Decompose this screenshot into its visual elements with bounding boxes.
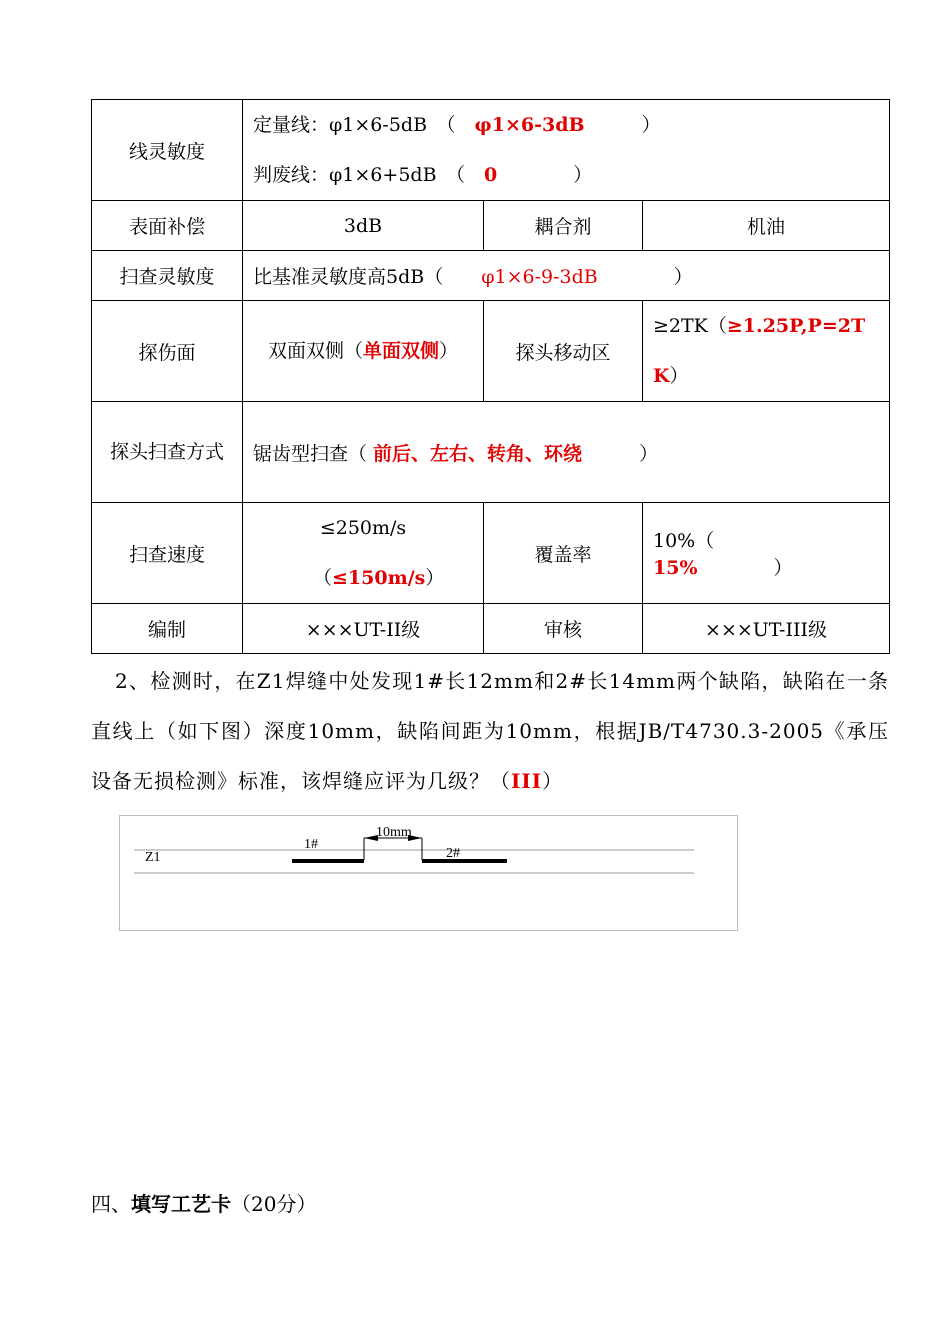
spacing-label: 10mm <box>376 825 412 840</box>
weld-defect-svg <box>120 816 737 930</box>
value-probe-scan-method: 锯齿型扫查（ 前后、左右、转角、环绕 ） <box>243 402 890 503</box>
value-scan-sensitivity: 比基准灵敏度高5dB（ φ1×6-9-3dB ） <box>243 251 890 301</box>
label-reviewed-by: 审核 <box>484 604 643 654</box>
defect-2-bar <box>422 859 507 863</box>
defect-1-label: 1# <box>304 837 318 852</box>
section-4-heading: 四、填写工艺卡（20分） <box>91 1192 317 1216</box>
answer-scan-speed: ≤150m/s <box>332 567 426 589</box>
answer-coverage: 15% <box>653 557 698 579</box>
answer-quantification-line: φ1×6-3dB <box>474 114 585 136</box>
rejection-line: 判废线：φ1×6+5dB （ 0 ） <box>253 164 593 186</box>
row-signatures <box>92 604 890 654</box>
defect-2-label: 2# <box>446 846 460 861</box>
value-inspection-surface: 双面双侧（单面双侧） <box>243 301 484 402</box>
row-inspection-surface <box>92 301 890 402</box>
row-scan-speed <box>92 503 890 604</box>
question-2-answer: III <box>511 769 543 793</box>
question-2-suffix: ） <box>542 769 564 793</box>
label-line-sensitivity: 线灵敏度 <box>92 100 243 201</box>
value-surface-compensation: 3dB <box>243 201 484 251</box>
label-prepared-by: 编制 <box>92 604 243 654</box>
answer-inspection-surface: 单面双侧 <box>362 340 439 362</box>
quantification-line: 定量线：φ1×6-5dB （ φ1×6-3dB ） <box>253 114 661 136</box>
value-probe-movement-zone: ≥2TK（≥1.25P,P=2TK） <box>643 301 890 402</box>
label-inspection-surface: 探伤面 <box>92 301 243 402</box>
value-reviewed-by: ×××UT-III级 <box>643 604 890 654</box>
value-coverage: 10%（ 15% ） <box>643 503 890 604</box>
value-scan-speed: ≤250m/s（≤150m/s） <box>243 503 484 604</box>
weld-defect-diagram <box>119 815 738 931</box>
section-4-score: （20分） <box>231 1192 317 1216</box>
answer-probe-scan-method: 前后、左右、转角、环绕 <box>373 442 583 465</box>
row-probe-scan-method <box>92 402 890 503</box>
section-4-title: 填写工艺卡 <box>131 1192 231 1216</box>
answer-rejection-line: 0 <box>484 164 498 186</box>
label-coverage: 覆盖率 <box>484 503 643 604</box>
value-line-sensitivity <box>243 100 890 201</box>
label-scan-speed: 扫查速度 <box>92 503 243 604</box>
label-couplant: 耦合剂 <box>484 201 643 251</box>
question-2 <box>91 656 889 806</box>
row-surface-compensation <box>92 201 890 251</box>
row-line-sensitivity <box>92 100 890 201</box>
question-2-text: 2、检测时，在Z1焊缝中处发现1#长12mm和2#长14mm两个缺陷，缺陷在一条直线上（如下图）深度10mm，缺陷间距为10mm，根据JB/T4730.3-2005《承压设备无损检测》标准，该焊缝应评为几级？（ <box>91 669 889 793</box>
value-prepared-by: ×××UT-II级 <box>243 604 484 654</box>
process-card-table <box>91 99 890 654</box>
defect-1-bar <box>292 859 364 863</box>
weld-label: Z1 <box>145 850 161 865</box>
value-couplant: 机油 <box>643 201 890 251</box>
label-scan-sensitivity: 扫查灵敏度 <box>92 251 243 301</box>
label-probe-scan-method: 探头扫查方式 <box>92 402 243 503</box>
answer-scan-sensitivity: φ1×6-9-3dB <box>481 266 598 288</box>
row-scan-sensitivity <box>92 251 890 301</box>
label-probe-movement-zone: 探头移动区 <box>484 301 643 402</box>
label-surface-compensation: 表面补偿 <box>92 201 243 251</box>
answer-probe-movement-zone: ≥1.25P,P=2TK <box>653 315 866 387</box>
